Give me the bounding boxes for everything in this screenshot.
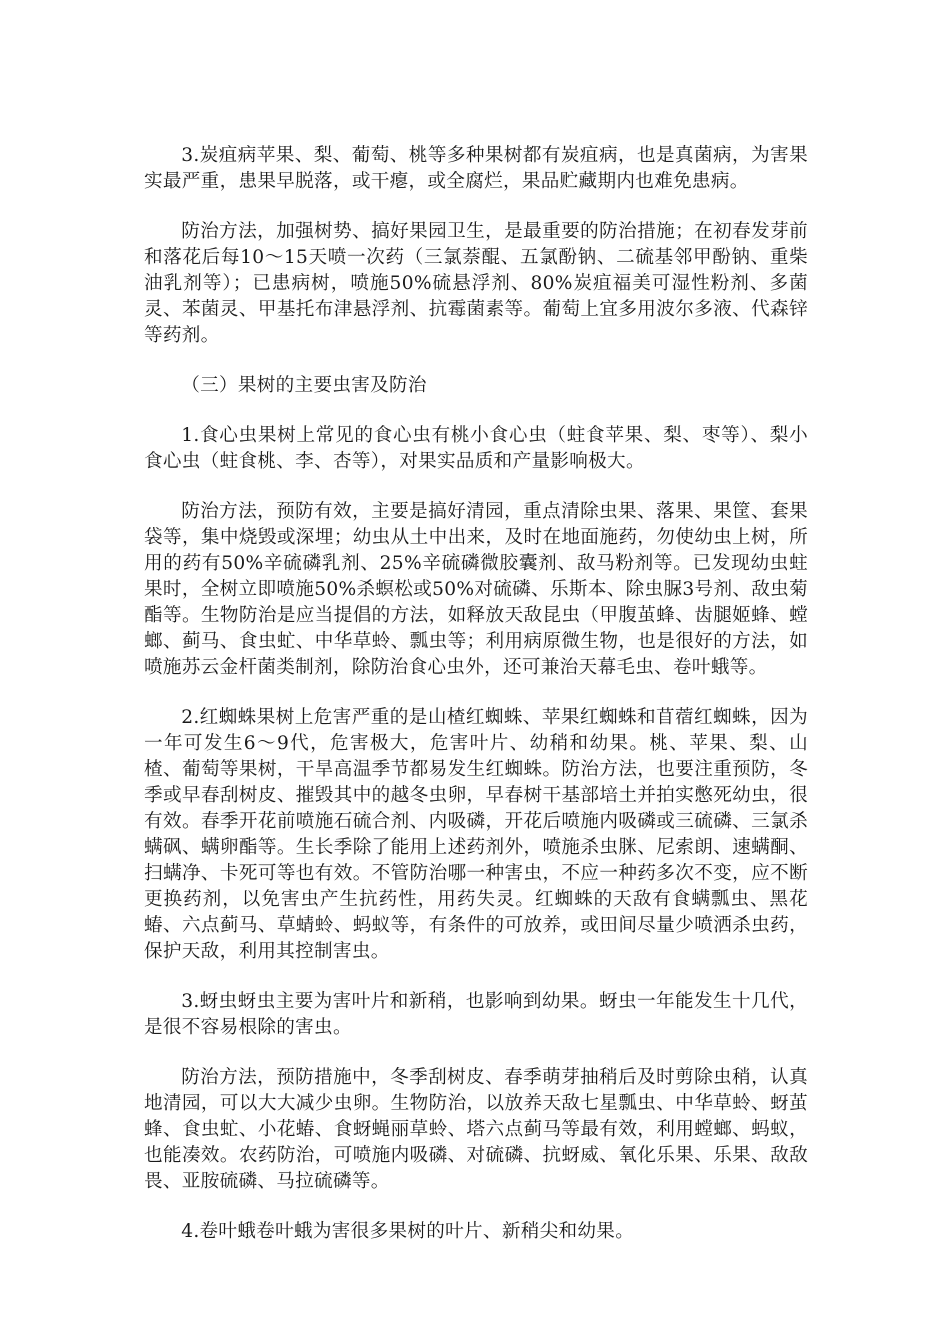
paragraph-fruit-borer: 1.食心虫果树上常见的食心虫有桃小食心虫（蛀食苹果、梨、枣等）、梨小食心虫（蛀食桃、李、杏等），对果实品质和产量影响极大。 xyxy=(144,425,808,472)
paragraph-aphid-control: 防治方法，预防措施中，冬季刮树皮、春季萌芽抽稍后及时剪除虫稍，认真地清园，可以大大减少虫卵。生物防治，以放养天敌七星瓢虫、中华草蛉、蚜茧蜂、食虫虻、小花蝽、食蚜蝇丽草蛉、塔六点蓟马等最有效，利用螳螂、蚂蚁，也能凑效。农药防治，可喷施内吸磷、对硫磷、抗蚜威、氧化乐果、乐果、敌敌畏、亚胺硫磷、马拉硫磷等。 xyxy=(144,1067,808,1192)
section-heading-pests: （三）果树的主要虫害及防治 xyxy=(181,375,427,396)
paragraph-fruit-borer-control: 防治方法，预防有效，主要是搞好清园，重点清除虫果、落果、果筐、套果袋等，集中烧毁或深埋；幼虫从土中出来，及时在地面施药，勿使幼虫上树，所用的药有50%辛硫磷乳剂、25%辛硫磷微胶囊剂、敌马粉剂等。已发现幼虫蛀果时，全树立即喷施50%杀螟松或50%对硫磷、乐斯本、除虫脲3号剂、敌虫菊酯等。生物防治是应当提倡的方法，如释放天敌昆虫（甲腹茧蜂、齿腿姬蜂、螳螂、蓟马、食虫虻、中华草蛉、瓢虫等；利用病原微生物，也是很好的方法，如喷施苏云金杆菌类制剂，除防治食心虫外，还可兼治天幕毛虫、卷叶蛾等。 xyxy=(144,501,808,678)
paragraph-anthracnose: 3.炭疽病苹果、梨、葡萄、桃等多种果树都有炭疽病，也是真菌病，为害果实最严重，患果早脱落，或干瘪，或全腐烂，果品贮藏期内也难免患病。 xyxy=(144,145,808,192)
paragraph-aphid: 3.蚜虫蚜虫主要为害叶片和新稍，也影响到幼果。蚜虫一年能发生十几代，是很不容易根除的害虫。 xyxy=(144,991,808,1038)
paragraph-leaf-roller: 4.卷叶蛾卷叶蛾为害很多果树的叶片、新稍尖和幼果。 xyxy=(181,1221,635,1242)
document-body xyxy=(144,143,808,1269)
paragraph-red-spider: 2.红蜘蛛果树上危害严重的是山楂红蜘蛛、苹果红蜘蛛和苜蓿红蜘蛛，因为一年可发生6～9代，危害极大，危害叶片、幼稍和幼果。桃、苹果、梨、山楂、葡萄等果树，干旱高温季节都易发生红蜘蛛。防治方法，也要注重预防，冬季或早春刮树皮、摧毁其中的越冬虫卵，早春树干基部培土并拍实憋死幼虫，很有效。春季开花前喷施石硫合剂、内吸磷，开花后喷施内吸磷或三硫磷、三氯杀螨砜、螨卵酯等。生长季除了能用上述药剂外，喷施杀虫脒、尼索朗、速螨酮、扫螨净、卡死可等也有效。不管防治哪一种害虫，不应一种药多次不变，应不断更换药剂，以免害虫产生抗药性，用药失灵。红蜘蛛的天敌有食螨瓢虫、黑花蝽、六点蓟马、草蜻蛉、蚂蚁等，有条件的可放养，或田间尽量少喷洒杀虫药，保护天敌，利用其控制害虫。 xyxy=(144,707,808,962)
paragraph-anthracnose-control: 防治方法，加强树势、搞好果园卫生，是最重要的防治措施；在初春发芽前和落花后每10～15天喷一次药（三氯萘醌、五氯酚钠、二硫基邻甲酚钠、重柴油乳剂等）；已患病树，喷施50%硫悬浮剂、80%炭疽福美可湿性粉剂、多菌灵、苯菌灵、甲基托布津悬浮剂、抗霉菌素等。葡萄上宜多用波尔多液、代森锌等药剂。 xyxy=(144,221,808,346)
